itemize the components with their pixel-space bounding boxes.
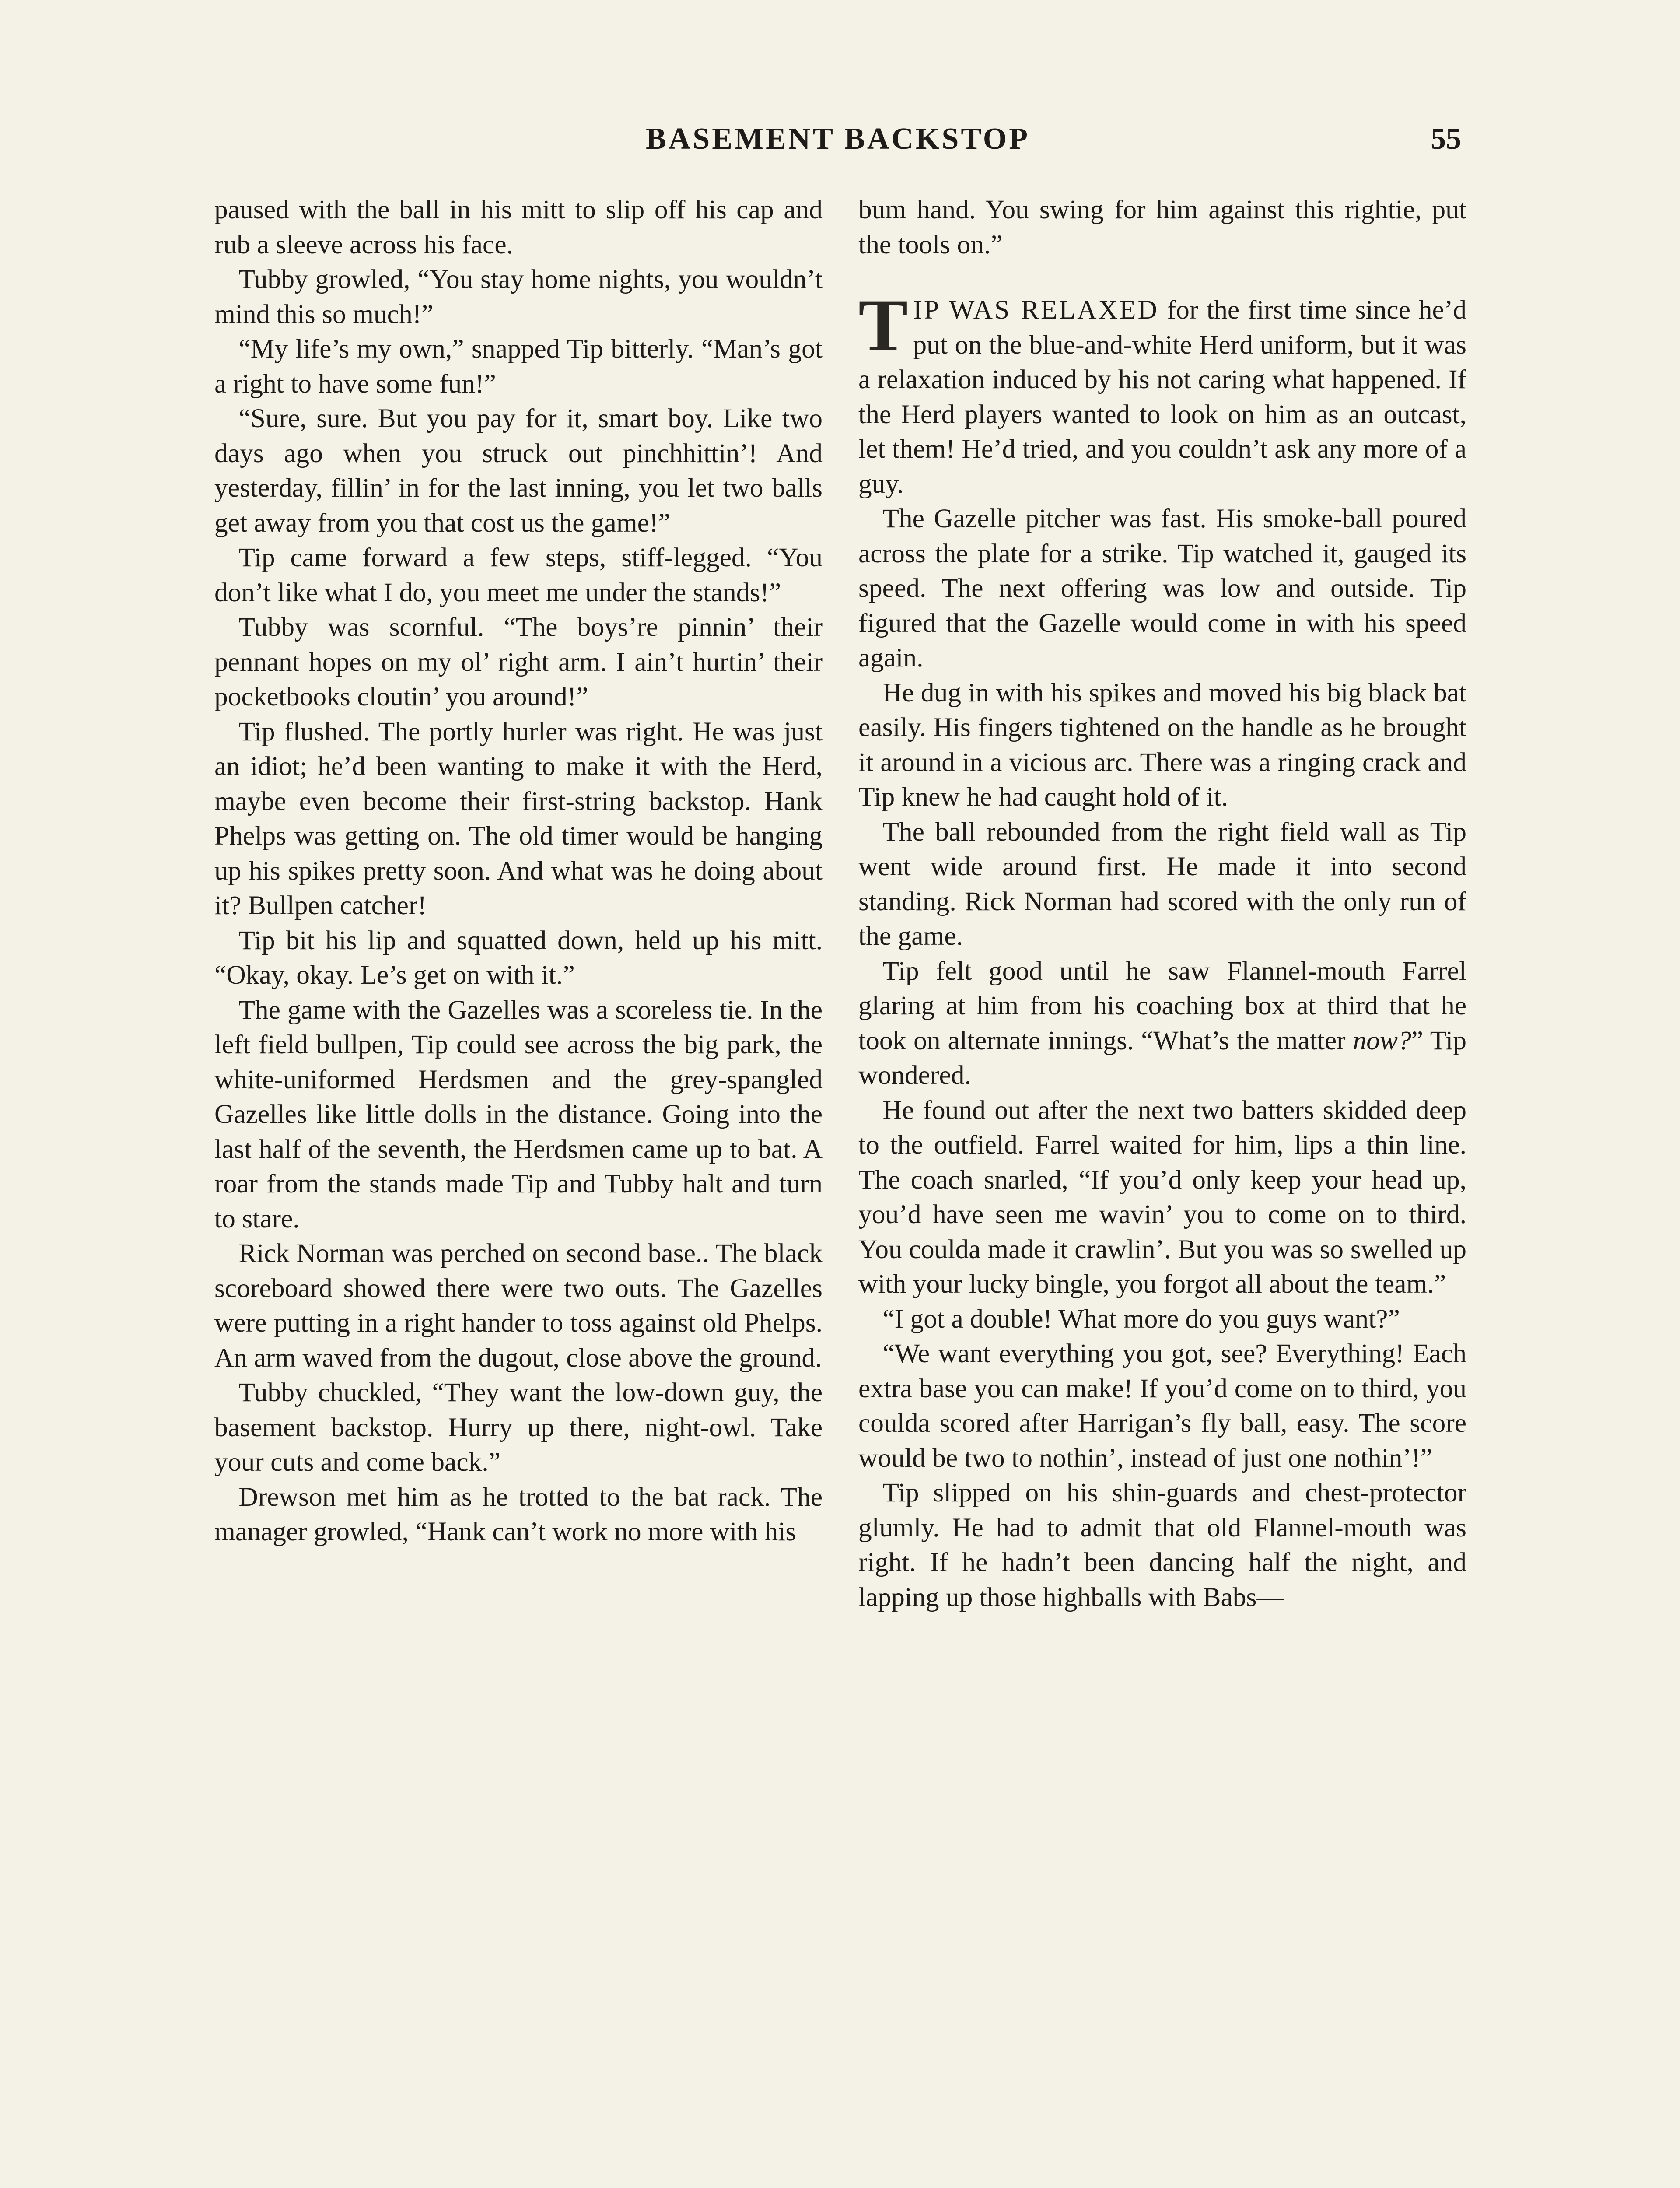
story-title: BASEMENT BACKSTOP: [646, 122, 1030, 156]
section-lead-in: IP WAS RELAXED: [913, 295, 1159, 325]
paragraph: Drewson met him as he trotted to the bat rack. The manager growled, “Hank can’t work no more with his: [214, 1482, 822, 1546]
paragraph: The game with the Gazelles was a scoreless tie. In the left field bullpen, Tip could see across the big park, the white-uniformed Herdsmen and the grey-spangled Gazelles like little dolls in the distance. Going into the last half of the seventh, the Herdsmen came up to bat. A roar from the stands made Tip and Tubby halt and turn to stare.: [214, 995, 822, 1234]
paragraph: Tip came forward a few steps, stiff-legged. “You don’t like what I do, you meet me under the stands!”: [214, 543, 822, 607]
paragraph: Tubby growled, “You stay home nights, you wouldn’t mind this so much!”: [214, 264, 822, 329]
paragraph: “My life’s my own,” snapped Tip bitterly. “Man’s got a right to have some fun!”: [214, 334, 822, 399]
paragraph: Tip slipped on his shin-guards and chest-protector glumly. He had to admit that old Flannel-mouth was right. If he hadn’t been dancing half the night, and lapping up those highballs with Babs—: [858, 1478, 1466, 1612]
paragraph: Tubby was scornful. “The boys’re pinnin’ their pennant hopes on my ol’ right arm. I ain’t hurtin’ their pocketbooks cloutin’ you around!”: [214, 612, 822, 712]
paragraph: bum hand. You swing for him against this rightie, put the tools on.”: [858, 195, 1466, 259]
page-number: 55: [1431, 122, 1461, 156]
paragraph: “We want everything you got, see? Everything! Each extra base you can make! If you’d come on to third, you coulda scored after Harrigan’s fly ball, easy. The score would be two to nothin’, instead of just one nothin’!”: [858, 1339, 1466, 1473]
paragraph: “Sure, sure. But you pay for it, smart boy. Like two days ago when you struck out pinchhittin’! And yesterday, fillin’ in for the last inning, you let two balls get away from you that cost us the game!”: [214, 403, 822, 538]
paragraph: Rick Norman was perched on second base.. The black scoreboard showed there were two outs. The Gazelles were putting in a right hander to toss against old Phelps. An arm waved from the dugout, close above the ground.: [214, 1238, 822, 1373]
drop-cap: T: [858, 284, 908, 366]
right-column: [858, 193, 1466, 1615]
section-opening-paragraph: [858, 284, 1466, 501]
paragraph: He found out after the next two batters skidded deep to the outfield. Farrel waited for him, lips a thin line. The coach snarled, “If you’d only keep your head up, you’d have seen me wavin’ you to come on to third. You coulda made it crawlin’. But you was so swelled up with your lucky bingle, you forgot all about the team.”: [858, 1095, 1466, 1299]
paragraph: “I got a double! What more do you guys want?”: [882, 1304, 1400, 1334]
section-text: for the first time since he’d put on the blue-and-white Herd uniform, but it was a relaxation induced by his not caring what happened. If the Herd players wanted to look on him as an outcast, let them! He’d tried, and you couldn’t ask any more of a guy.: [858, 295, 1466, 499]
paragraph: paused with the ball in his mitt to slip off his cap and rub a sleeve across his face.: [214, 195, 822, 259]
paragraph-text: ” Tip wondered.: [858, 1025, 1466, 1090]
running-head: [214, 122, 1461, 161]
paragraph: The Gazelle pitcher was fast. His smoke-ball poured across the plate for a strike. Tip watched it, gauged its speed. The next offering was low and outside. Tip figured that the Gazelle would come in with his speed again.: [858, 504, 1466, 673]
left-column: [214, 193, 822, 1550]
paragraph: He dug in with his spikes and moved his big black bat easily. His fingers tightened on the handle as he brought it around in a vicious arc. There was a ringing crack and Tip knew he had caught hold of it.: [858, 677, 1466, 812]
paragraph-text: Tip felt good until he saw Flannel-mouth Farrel glaring at him from his coaching box at third that he took on alternate innings. “What’s the matter: [858, 956, 1466, 1055]
paragraph: The ball rebounded from the right field wall as Tip went wide around first. He made it into second standing. Rick Norman had scored with the only run of the game.: [858, 817, 1466, 951]
paragraph: Tip bit his lip and squatted down, held up his mitt. “Okay, okay. Le’s get on with it.”: [214, 925, 822, 990]
paragraph: Tip flushed. The portly hurler was right. He was just an idiot; he’d been wanting to make it with the Herd, maybe even become their first-string backstop. Hank Phelps was getting on. The old timer would be hanging up his spikes pretty soon. And what was he doing about it? Bullpen catcher!: [214, 716, 822, 920]
emphasis-text: now?: [1353, 1025, 1411, 1055]
paragraph: Tubby chuckled, “They want the low-down guy, the basement backstop. Hurry up there, night-owl. Take your cuts and come back.”: [214, 1378, 822, 1477]
paragraph: [858, 954, 1466, 1093]
